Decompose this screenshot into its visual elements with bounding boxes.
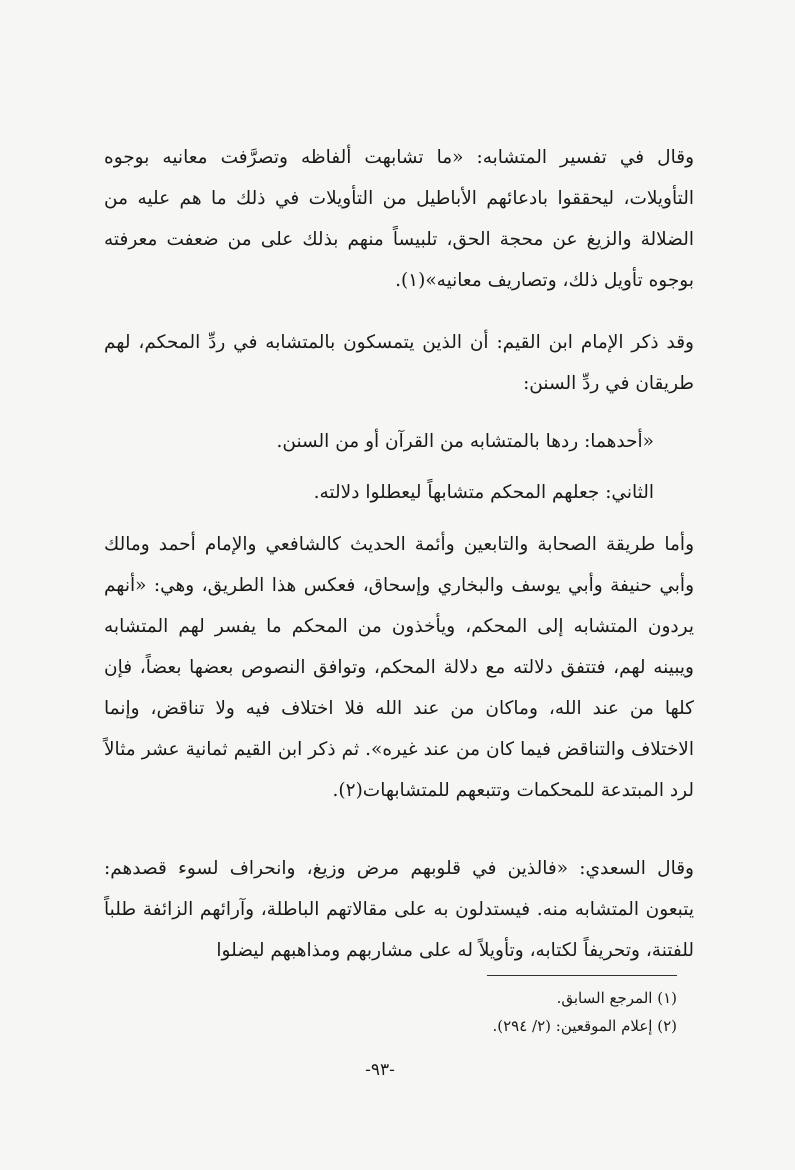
paragraph-first-method [104,421,694,462]
footnote-divider [487,975,677,976]
paragraph-saadi-quote [104,848,694,971]
paragraph-text: الثاني: جعلهم المحكم متشابهاً ليعطلوا دلالته. [313,482,654,503]
paragraph-text: وأما طريقة الصحابة والتابعين وأئمة الحديث كالشافعي والإمام أحمد ومالك وأبي حنيفة وأبي يوسف والبخاري وإسحاق، فعكس هذا الطريق، وهي: «أنهم يردون المتشابه إلى المحكم، ويأخذون من المحكم ما يفسر لهم المتشابه ويبينه لهم، فتتفق دلالته مع دلالة المحكم، وتوافق النصوص بعضها بعضاً، فإن كلها من عند الله، وماكان من عند الله فلا اختلاف فيه ولا تناقض، وإنما الاختلاف والتناقض فيما كان من عند غيره». ثم ذكر ابن القيم ثمانية عشر مثالاً لرد المبتدعة للمحكمات وتتبعهم للمتشابهات(٢). [104,534,694,801]
paragraph-text: وقال في تفسير المتشابه: «ما تشابهت ألفاظه وتصرَّفت معانيه بوجوه التأويلات، ليحققوا بادعائهم الأباطيل من التأويلات في ذلك ما هم عليه من الضلالة والزيغ عن محجة الحق، تلبيساً منهم بذلك على من ضعفت معرفته بوجوه تأويل ذلك، وتصاريف معانيه»(١). [104,147,694,291]
paragraph-companions-method [104,524,694,811]
footnote-1: (١) المرجع السابق. [556,989,677,1007]
paragraph-text: وقال السعدي: «فالذين في قلوبهم مرض وزيغ، وانحراف لسوء قصدهم: يتبعون المتشابه منه. فيستدلون به على مقالاتهم الباطلة، وآرائهم الزائفة طلباً للفتنة، وتحريفاً لكتابه، وتأويلاً له على مشاربهم ومذاهبهم ليضلوا [104,858,694,961]
paragraph-ibn-qayyim-intro [104,322,694,404]
paragraph-tafsir-mutashabih [104,137,694,301]
paragraph-text: «أحدهما: ردها بالمتشابه من القرآن أو من السنن. [276,431,654,452]
paragraph-second-method [104,472,694,513]
page-number: -٩٣- [365,1060,395,1080]
paragraph-text: وقد ذكر الإمام ابن القيم: أن الذين يتمسكون بالمتشابه في ردِّ المحكم، لهم طريقان في ردِّ السنن: [104,332,694,394]
footnote-2: (٢) إعلام الموقعين: (٢/ ٢٩٤). [492,1017,677,1035]
